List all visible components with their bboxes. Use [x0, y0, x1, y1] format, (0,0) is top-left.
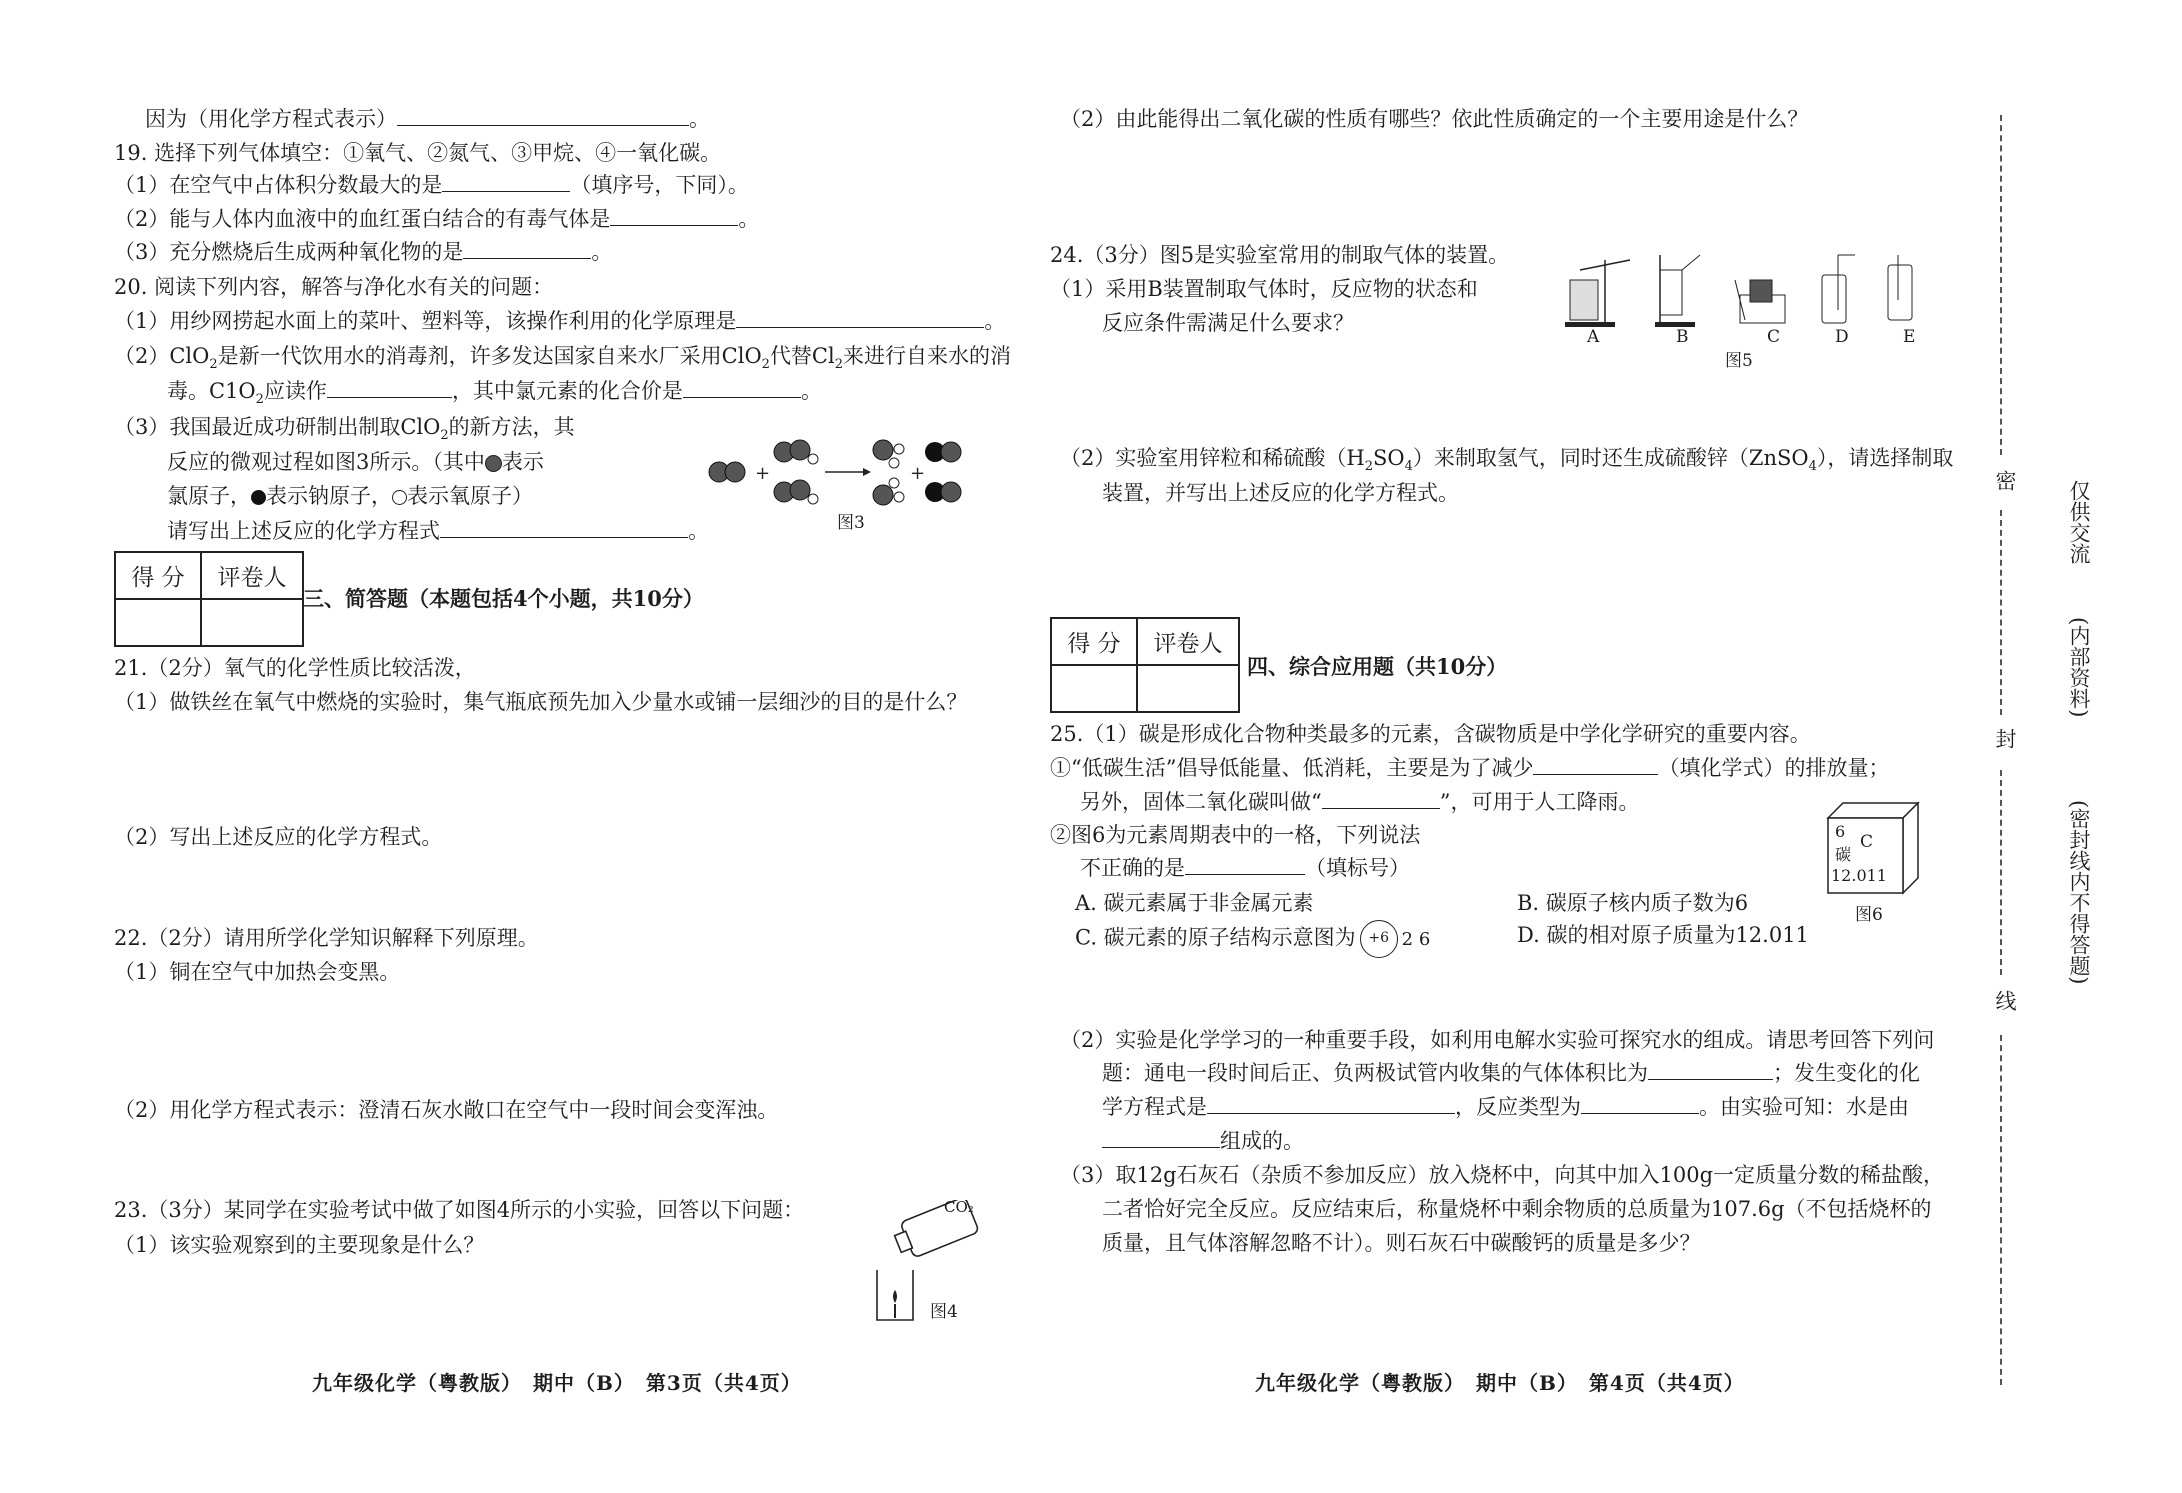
q24-2b: 装置，并写出上述反应的化学方程式。 — [1102, 481, 1459, 505]
q23-1: （1）该实验观察到的主要现象是什么？ — [114, 1233, 485, 1257]
option-c: C. 碳元素的原子结构示意图为 +6 2 6 — [1075, 920, 1430, 958]
score-label: 得 分 — [1051, 618, 1137, 665]
grader-field[interactable] — [201, 599, 303, 646]
q20-3b: 反应的微观过程如图3所示。（其中 表示 — [167, 450, 544, 474]
figure-3-caption: 图3 — [837, 513, 865, 533]
note-no-answer-zone: (密封线内不得答题) — [2067, 800, 2091, 985]
page-4-footer: 九年级化学（粤教版） 期中（B） 第4页（共4页） — [1255, 1371, 1745, 1395]
q23-2: （2）由此能得出二氧化碳的性质有哪些？依此性质确定的一个主要用途是什么？ — [1060, 107, 1809, 131]
element-number: 6 — [1835, 822, 1846, 841]
seal-line-top — [2000, 115, 2002, 455]
q19-stem: 19. 选择下列气体填空：①氧气、②氮气、③甲烷、④一氧化碳。 — [114, 141, 722, 165]
grader-label: 评卷人 — [1137, 618, 1239, 665]
q21-2: （2）写出上述反应的化学方程式。 — [114, 825, 443, 849]
q21-stem: 21.（2分）氧气的化学性质比较活泼， — [114, 656, 476, 680]
score-field[interactable] — [1051, 665, 1137, 712]
exam-page-4 — [1045, 0, 2045, 1493]
q20-1: （1）用纱网捞起水面上的菜叶、塑料等，该操作利用的化学原理是 。 — [114, 309, 1006, 333]
figure-4-caption: 图4 — [930, 1302, 958, 1322]
q25-1-b2: 不正确的是 （填标号） — [1080, 856, 1410, 880]
seal-xian: 线 — [1993, 990, 2017, 1011]
q25-2c: 学方程式是 ，反应类型为 。由实验可知：水是由 — [1102, 1095, 1909, 1119]
element-symbol: C — [1860, 832, 1874, 852]
svg-text:+: + — [755, 463, 771, 484]
q21-1: （1）做铁丝在氧气中燃烧的实验时，集气瓶底预先加入少量水或铺一层细沙的目的是什么？ — [114, 690, 968, 714]
score-field[interactable] — [115, 599, 201, 646]
seal-line-mid1 — [2000, 510, 2002, 715]
section-4-title: 四、综合应用题（共10分） — [1247, 654, 1508, 679]
q24-stem: 24.（3分）图5是实验室常用的制取气体的装置。 — [1050, 243, 1510, 267]
atom-nucleus-icon: +6 — [1360, 920, 1398, 958]
q19-1: （1）在空气中占体积分数最大的是 （填序号，下同）。 — [114, 173, 749, 197]
q25-2: （2）实验是化学学习的一种重要手段，如利用电解水实验可探究水的组成。请思考回答下列问 — [1060, 1028, 1935, 1052]
q25-1-a2: 另外，固体二氧化碳叫做“ ”，可用于人工降雨。 — [1080, 790, 1640, 814]
q24-2: （2）实验室用锌粒和稀硫酸$(H_2SO_4)$来制取氢气，同时还生成硫酸锌（ZnSO$_4$），请选择制取 — [1060, 446, 1954, 475]
q24-1: （1）采用B装置制取气体时，反应物的状态和 — [1050, 277, 1478, 301]
figure-4-co2-label: CO₂ — [944, 1198, 974, 1216]
seal-feng: 封 — [1993, 728, 2017, 749]
q20-2b: 毒。$C1O_2$应读作 ，其中氯元素的化合价是 。 — [167, 379, 822, 408]
q25-3c: 质量，且气体溶解忽略不计）。则石灰石中碳酸钙的质量是多少？ — [1102, 1231, 1701, 1255]
figure-6-caption: 图6 — [1855, 905, 1883, 925]
q20-2: （2）ClO$_2$是新一代饮用水的消毒剂，许多发达国家自来水厂采用ClO$_2$代替$Cl_2$来进行自来水的消 — [114, 344, 1012, 373]
q20-3d: 请写出上述反应的化学方程式 。 — [167, 519, 709, 543]
exam-page-3 — [0, 0, 1045, 1493]
q25-1-stem: 25.（1）碳是形成化合物种类最多的元素，含碳物质是中学化学研究的重要内容。 — [1050, 722, 1811, 746]
q25-1-b: ②图6为元素周期表中的一格，下列说法 — [1050, 823, 1421, 847]
figure-5-label-a: A — [1587, 327, 1600, 347]
seal-line-bottom — [2000, 1035, 2002, 1385]
option-a: A. 碳元素属于非金属元素 — [1075, 891, 1314, 915]
q24-1b: 反应条件需满足什么要求？ — [1102, 311, 1354, 335]
note-internal-material: (内部资料) — [2067, 617, 2091, 718]
q25-1-a: ①“低碳生活”倡导低能量、低消耗，主要是为了减少 （填化学式）的排放量； — [1050, 756, 1890, 780]
figure-5-label-e: E — [1903, 327, 1916, 347]
q20-3c: 氯原子， 表示钠原子， 表示氧原子） — [167, 484, 533, 508]
q22-1: （1）铜在空气中加热会变黑。 — [114, 960, 401, 984]
option-d: D. 碳的相对原子质量为12.011 — [1517, 923, 1809, 947]
element-mass: 12.011 — [1831, 866, 1887, 885]
page-3-footer: 九年级化学（粤教版） 期中（B） 第3页（共4页） — [312, 1371, 802, 1395]
grader-label: 评卷人 — [201, 552, 303, 599]
q23-stem: 23.（3分）某同学在实验考试中做了如图4所示的小实验，回答以下问题： — [114, 1198, 805, 1222]
score-box-section-3 — [114, 551, 304, 647]
score-label: 得 分 — [115, 552, 201, 599]
oxygen-atom-icon — [392, 490, 407, 505]
q20-stem: 20. 阅读下列内容，解答与净化水有关的问题： — [114, 275, 554, 299]
element-name: 碳 — [1835, 845, 1852, 864]
figure-5-apparatus — [1560, 250, 1930, 350]
score-box-section-4 — [1050, 617, 1240, 713]
q22-stem: 22.（2分）请用所学化学知识解释下列原理。 — [114, 926, 539, 950]
figure-5-label-b: B — [1676, 327, 1689, 347]
svg-text:+: + — [910, 463, 926, 484]
q25-2b: 题：通电一段时间后正、负两极试管内收集的气体体积比为 ；发生变化的化 — [1102, 1061, 1920, 1085]
chlorine-atom-icon — [485, 455, 502, 472]
figure-3-reaction — [705, 435, 965, 530]
section-3-title: 三、简答题（本题包括4个小题，共10分） — [303, 586, 704, 611]
figure-5-caption: 图5 — [1725, 351, 1753, 371]
option-b: B. 碳原子核内质子数为6 — [1517, 891, 1749, 915]
q25-2d: 组成的。 — [1102, 1126, 1304, 1156]
grader-field[interactable] — [1137, 665, 1239, 712]
q19-3: （3）充分燃烧后生成两种氧化物的是 。 — [114, 240, 613, 264]
q18-tail: 因为（用化学方程式表示） 。 — [145, 107, 710, 131]
seal-mi: 密 — [1993, 470, 2017, 491]
q20-3: （3）我国最近成功研制出制取ClO$_2$的新方法，其 — [114, 415, 575, 444]
note-internal-exchange: 仅供交流 — [2067, 480, 2091, 564]
sodium-atom-icon — [251, 490, 266, 505]
figure-5-label-d: D — [1835, 327, 1849, 347]
figure-5-label-c: C — [1767, 327, 1781, 347]
q25-3b: 二者恰好完全反应。反应结束后，称量烧杯中剩余物质的总质量为107.6g（不包括烧杯的 — [1102, 1197, 1932, 1221]
q25-3: （3）取12g石灰石（杂质不参加反应）放入烧杯中，向其中加入100g一定质量分数的稀盐酸， — [1060, 1163, 1945, 1187]
q19-2: （2）能与人体内血液中的血红蛋白结合的有毒气体是 。 — [114, 207, 760, 231]
seal-line-mid2 — [2000, 770, 2002, 975]
q22-2: （2）用化学方程式表示：澄清石灰水敞口在空气中一段时间会变浑浊。 — [114, 1098, 779, 1122]
